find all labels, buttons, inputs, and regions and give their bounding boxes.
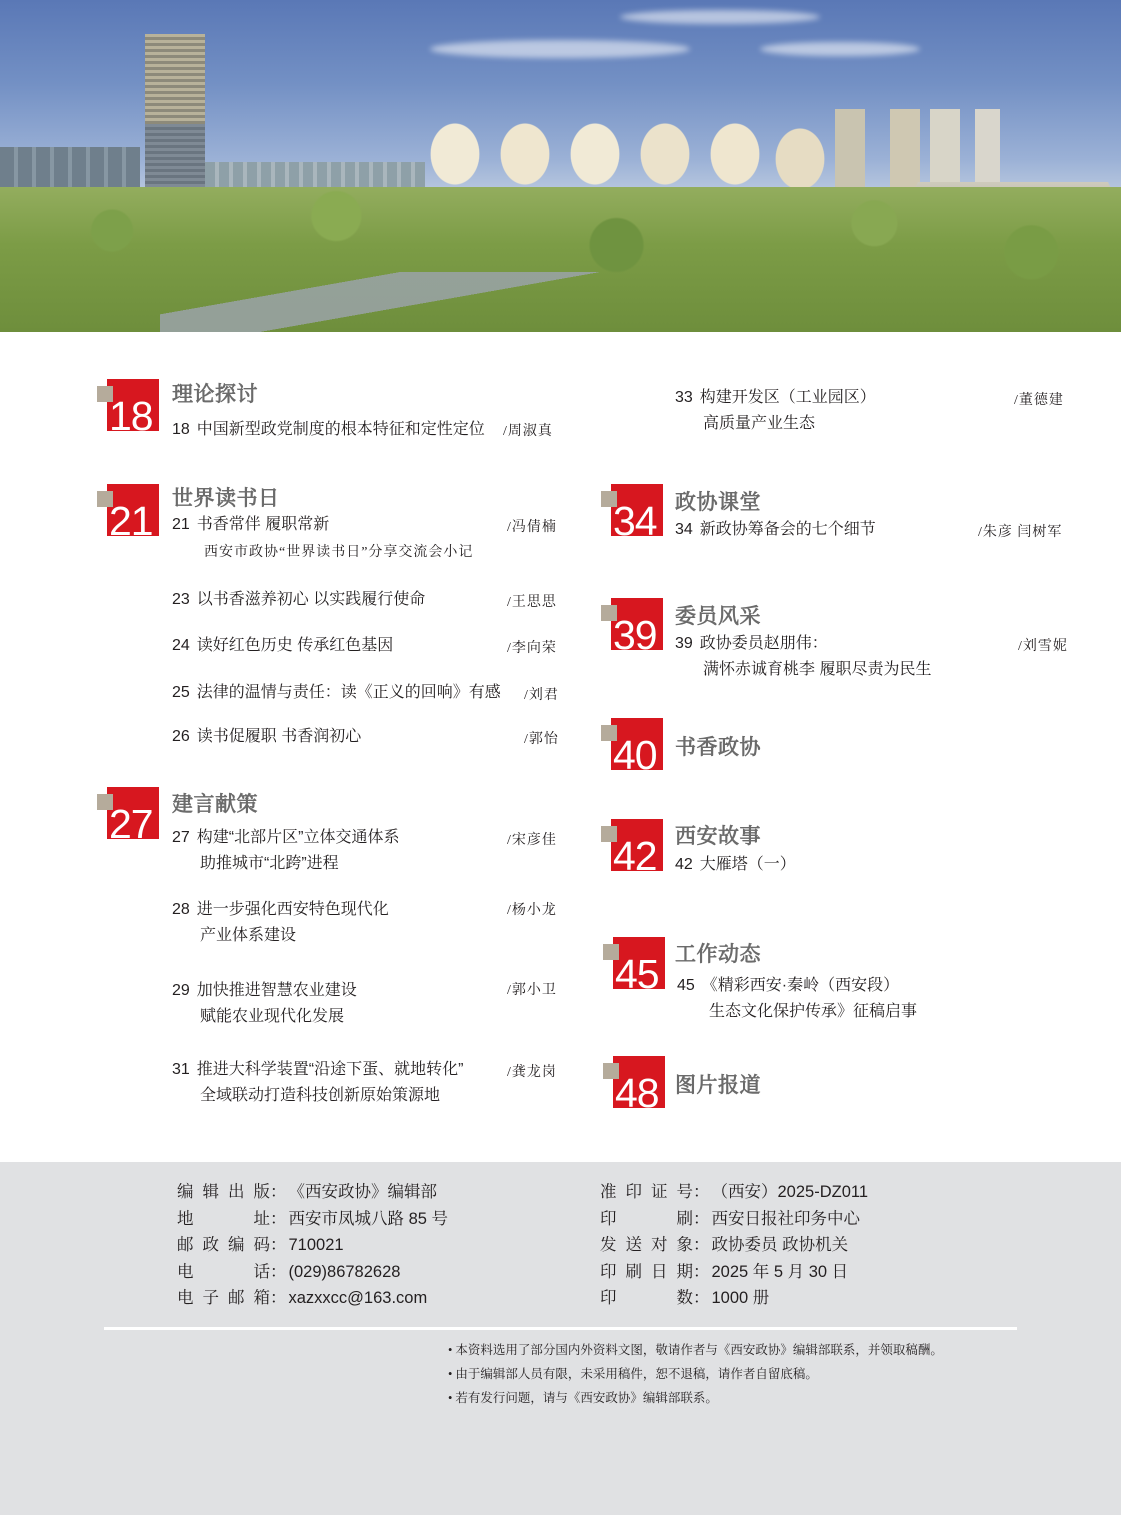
entry-title: 加快推进智慧农业建设 <box>196 982 357 999</box>
entry-page: 31 <box>172 1061 190 1078</box>
entry-title: 《精彩西安·秦岭（西安段） <box>701 977 900 994</box>
entry-page: 42 <box>675 856 693 873</box>
section-title[interactable]: 理论探讨 <box>172 383 258 406</box>
toc-entry[interactable] <box>172 587 425 613</box>
entry-title: 构建开发区（工业园区） <box>699 389 876 406</box>
info-label: 电 子 邮 箱 <box>177 1289 270 1307</box>
entry-page: 23 <box>172 591 190 608</box>
info-label: 印 刷 日 期 <box>600 1262 693 1281</box>
info-value: 1000 册 <box>711 1289 770 1307</box>
section-title[interactable]: 工作动态 <box>675 943 761 966</box>
publisher-info-right <box>600 1179 868 1312</box>
entry-subtitle: 西安市政协“世界读书日”分享交流会小记 <box>204 545 474 560</box>
info-row-print-count: 印 数 ： 1000 册 <box>600 1285 868 1312</box>
section-title[interactable]: 西安故事 <box>675 825 761 848</box>
toc-entry[interactable] <box>172 825 399 877</box>
entry-title-line2: 赋能农业现代化发展 <box>200 1008 345 1025</box>
info-row-print-date: 印 刷 日 期 ： 2025 年 5 月 30 日 <box>600 1259 868 1286</box>
entry-author: /郭怡 <box>524 732 559 747</box>
toc-entry[interactable] <box>172 680 501 706</box>
entry-title: 进一步强化西安特色现代化 <box>196 901 389 918</box>
cloud <box>620 10 820 24</box>
section-title[interactable]: 图片报道 <box>675 1074 761 1097</box>
info-value: 710021 <box>288 1236 344 1254</box>
section-title[interactable]: 世界读书日 <box>172 487 280 510</box>
info-value: 西安日报社印务中心 <box>711 1209 860 1228</box>
entry-title: 推进大科学装置“沿途下蛋、就地转化” <box>196 1061 464 1078</box>
entry-title: 读好红色历史 传承红色基因 <box>196 637 394 654</box>
section-title[interactable]: 政协课堂 <box>675 491 761 514</box>
entry-page: 27 <box>172 829 190 846</box>
entry-title: 政协委员赵朋伟： <box>699 635 828 652</box>
section-page-number: 21 <box>109 498 153 544</box>
info-value: 《西安政协》编辑部 <box>288 1183 437 1201</box>
entry-page: 34 <box>675 521 693 538</box>
entry-author: /刘雪妮 <box>1018 639 1068 654</box>
toc-entry[interactable] <box>172 1057 463 1109</box>
info-row-recipients: 发 送 对 象 ： 政协委员 政协机关 <box>600 1232 868 1259</box>
toc-entry[interactable] <box>172 417 485 443</box>
entry-page: 18 <box>172 421 190 438</box>
entry-title-line2: 全域联动打造科技创新原始策源地 <box>200 1087 441 1104</box>
info-row-permit: 准 印 证 号 ： （西安）2025-DZ011 <box>600 1179 868 1206</box>
toc-entry[interactable] <box>172 633 393 659</box>
entry-page: 26 <box>172 728 190 745</box>
section-page-badge[interactable] <box>613 937 665 997</box>
section-page-number: 48 <box>615 1070 659 1116</box>
entry-title: 构建“北部片区”立体交通体系 <box>196 829 400 846</box>
entry-page: 33 <box>675 389 693 406</box>
toc-entry[interactable] <box>675 517 876 543</box>
entry-title: 中国新型政党制度的根本特征和定性定位 <box>196 421 485 438</box>
entry-author: /董德建 <box>1014 393 1064 408</box>
info-value: (029)86782628 <box>288 1262 401 1281</box>
entry-author: /王思思 <box>507 595 557 610</box>
background-buildings <box>0 147 140 192</box>
section-page-number: 42 <box>613 833 657 879</box>
toc-entry[interactable] <box>677 973 917 1025</box>
entry-page: 24 <box>172 637 190 654</box>
info-value: 政协委员 政协机关 <box>711 1236 849 1254</box>
entry-author: /宋彦佳 <box>507 833 557 848</box>
road <box>160 272 620 332</box>
entry-page: 39 <box>675 635 693 652</box>
entry-title-line2: 生态文化保护传承》征稿启事 <box>709 1003 918 1020</box>
cloud <box>760 42 920 56</box>
info-row-email: 电 子 邮 箱 ： xazxxcc@163.com <box>177 1285 448 1312</box>
entry-title-line2: 高质量产业生态 <box>703 415 816 432</box>
toc-entry[interactable] <box>172 512 473 566</box>
info-value: 西安市凤城八路 85 号 <box>288 1209 449 1228</box>
section-page-number: 39 <box>613 612 657 658</box>
footer-divider <box>104 1327 1017 1330</box>
note-item: • 本资料选用了部分国内外资料文图，敬请作者与《西安政协》编辑部联系，并领取稿酬。 <box>448 1338 943 1362</box>
email-link[interactable]: xazxxcc@163.com <box>288 1289 428 1307</box>
info-label: 地 址 <box>177 1209 270 1228</box>
section-page-number: 45 <box>615 951 659 997</box>
entry-title-line2: 产业体系建设 <box>200 927 297 944</box>
section-page-number: 40 <box>613 732 657 778</box>
entry-title: 读书促履职 书香润初心 <box>196 728 362 745</box>
entry-page: 21 <box>172 516 190 533</box>
section-page-badge[interactable] <box>611 598 663 658</box>
info-label: 印 刷 <box>600 1209 693 1228</box>
note-item: • 由于编辑部人员有限，未采用稿件，恕不退稿，请作者自留底稿。 <box>448 1362 943 1386</box>
entry-author: /周淑真 <box>503 424 553 439</box>
info-label: 编 辑 出 版 <box>177 1183 270 1201</box>
section-page-number: 34 <box>613 498 657 544</box>
entry-title: 书香常伴 履职常新 <box>196 516 330 533</box>
section-title[interactable]: 建言献策 <box>172 793 258 816</box>
info-value: 2025 年 5 月 30 日 <box>711 1262 849 1281</box>
toc-entry[interactable] <box>675 852 796 878</box>
section-page-badge[interactable] <box>107 787 159 847</box>
info-row-address: 地 址 ： 西安市凤城八路 85 号 <box>177 1206 448 1233</box>
entry-page: 25 <box>172 684 190 701</box>
section-title[interactable]: 委员风采 <box>675 605 761 628</box>
info-label: 发 送 对 象 <box>600 1236 693 1254</box>
footer-notes <box>448 1338 943 1410</box>
entry-title: 法律的温情与责任：读《正义的回响》有感 <box>196 684 501 701</box>
entry-author: /龚龙岗 <box>507 1065 557 1080</box>
entry-title-line2: 满怀赤诚育桃李 履职尽责为民生 <box>703 661 932 678</box>
entry-author: /冯倩楠 <box>507 520 557 535</box>
section-page-badge[interactable] <box>613 1056 665 1116</box>
entry-author: /杨小龙 <box>507 903 557 918</box>
section-page-badge[interactable] <box>611 718 663 778</box>
info-row-editor: 编 辑 出 版 ： 《西安政协》编辑部 <box>177 1179 448 1206</box>
section-page-badge[interactable] <box>107 484 159 544</box>
note-item: • 若有发行问题，请与《西安政协》编辑部联系。 <box>448 1386 943 1410</box>
cloud <box>430 40 690 58</box>
entry-page: 28 <box>172 901 190 918</box>
entry-page: 45 <box>677 977 695 994</box>
section-title[interactable]: 书香政协 <box>675 736 761 759</box>
section-page-number: 27 <box>109 801 153 847</box>
info-label: 准 印 证 号 <box>600 1183 693 1201</box>
entry-title: 新政协筹备会的七个细节 <box>699 521 876 538</box>
entry-page: 29 <box>172 982 190 999</box>
toc-entry[interactable] <box>675 385 876 437</box>
info-value: （西安）2025-DZ011 <box>711 1183 869 1201</box>
entry-title: 大雁塔（一） <box>699 856 796 873</box>
entry-title-line2: 助推城市“北跨”进程 <box>200 855 339 872</box>
section-page-badge[interactable] <box>611 819 663 879</box>
construction-tower <box>145 34 205 204</box>
section-page-badge[interactable] <box>611 484 663 544</box>
section-page-badge[interactable] <box>107 379 159 439</box>
info-row-printer: 印 刷 ： 西安日报社印务中心 <box>600 1206 868 1233</box>
toc-entry[interactable] <box>172 897 389 949</box>
toc-entry[interactable] <box>675 631 931 683</box>
entry-author: /朱彦 闫树军 <box>978 525 1063 540</box>
publisher-info-left <box>177 1179 448 1312</box>
entry-author: /李向荣 <box>507 641 557 656</box>
info-label: 印 数 <box>600 1289 693 1307</box>
header-cityscape-photo <box>0 0 1121 332</box>
info-row-phone: 电 话 ： (029)86782628 <box>177 1259 448 1286</box>
entry-author: /刘君 <box>524 688 559 703</box>
section-page-number: 18 <box>109 393 153 439</box>
info-label: 邮 政 编 码 <box>177 1236 270 1254</box>
entry-author: /郭小卫 <box>507 983 557 998</box>
toc-entry[interactable] <box>172 978 357 1030</box>
info-row-postcode: 邮 政 编 码 ： 710021 <box>177 1232 448 1259</box>
entry-title: 以书香滋养初心 以实践履行使命 <box>196 591 426 608</box>
info-label: 电 话 <box>177 1262 270 1281</box>
toc-entry[interactable] <box>172 724 361 750</box>
